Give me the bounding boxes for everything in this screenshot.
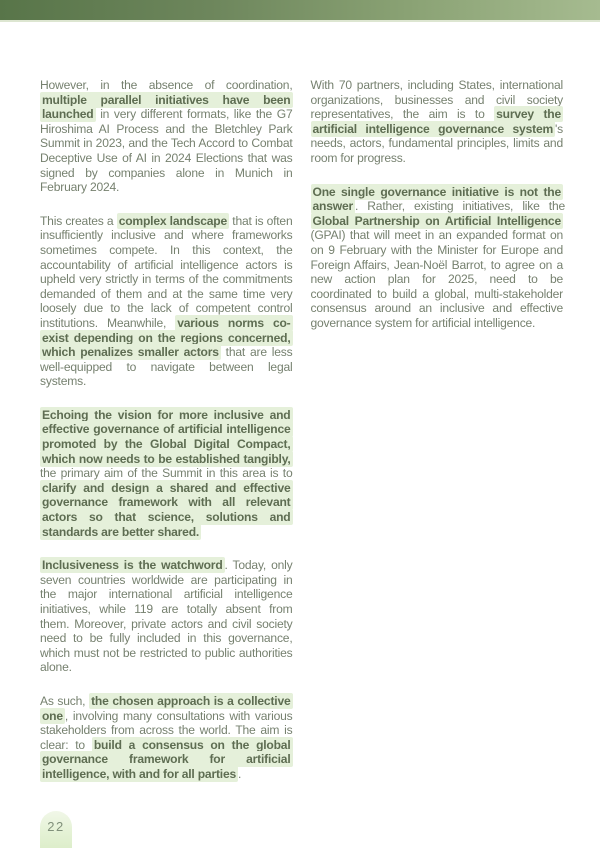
right-column	[311, 78, 564, 782]
body-text: As such,	[40, 693, 90, 708]
body-text: 's needs, actors, fundamental principles, limits and room for progress.	[310, 121, 563, 165]
highlighted-text: clarify and design a shared and effective governance framework with all relevant actors so that science, solutions and standards are better shared.	[42, 480, 291, 539]
highlighted-text: Echoing the vision for more inclusive and effective governance of artificial intelligence promoted by the Global Digital Compact, which now needs to be established tangibly,	[42, 407, 291, 466]
paragraph	[40, 214, 293, 389]
body-text: that are less well-equipped to navigate between legal systems.	[40, 345, 293, 389]
page-number: 22	[47, 819, 65, 834]
body-text: However, in the absence of coordination,	[40, 78, 293, 92]
body-text: . Rather, existing initiatives, like the	[354, 199, 565, 214]
body-text: . Today, only seven countries worldwide are participating in the major international artificial intelligence initiatives, while 119 are totally absent from them. Moreover, private actors and civil society need to be fully included in this governance, which must not be restricted to public authorities alone.	[40, 558, 293, 675]
paragraph	[40, 694, 293, 782]
page-number-badge	[40, 811, 72, 848]
body-text: (GPAI) that will meet in an expanded format on on 9 February with the Minister for Europe and Foreign Affairs, Jean-Noël Barrot, to agree on a new action plan for 2025, need to be coordinated to build a global, multi-stakeholder consensus around an inclusive and effective governance system for artificial intelligence.	[310, 228, 563, 330]
body-text: in very different formats, like the G7 Hiroshima AI Process and the Bletchley Park Summit in 2023, and the Tech Accord to Combat Deceptive Use of AI in 2024 Elections that was signed by companies alone in Munich in February 2024.	[40, 107, 293, 195]
body-text: This creates a	[40, 213, 117, 228]
highlighted-text: various norms co-exist depending on the regions concerned, which penalizes smaller actors	[42, 315, 291, 360]
highlighted-text: the chosen approach is a collective one	[42, 693, 291, 723]
left-column	[40, 78, 293, 782]
highlighted-text: One single governance initiative is not the answer	[312, 184, 561, 214]
highlighted-text: survey the artificial intelligence governance system	[312, 107, 561, 136]
paragraph	[311, 78, 564, 166]
highlighted-text: multiple parallel initiatives have been launched	[42, 92, 291, 122]
body-text: that is often insufficiently inclusive and where frameworks sometimes compete. In this context, the accountability of artificial intelligence actors is upheld very strictly in terms of the commitments demanded of them and at the same time very loosely due to the lack of competent control institutions. Meanwhile,	[40, 213, 293, 330]
body-text: , involving many consultations with various stakeholders from across the world. The aim is clear: to	[40, 708, 293, 752]
text-columns	[40, 78, 563, 782]
highlighted-text: Global Partnership on Artificial Intelligence	[312, 213, 561, 228]
body-text: the primary aim of the Summit in this area is to	[40, 466, 293, 481]
highlighted-text: complex landscape	[118, 213, 228, 228]
highlighted-text: Inclusiveness is the watchword	[42, 558, 223, 573]
body-text: With 70 partners, including States, international organizations, businesses and civil society representatives, the aim is to	[310, 78, 563, 122]
paragraph	[311, 185, 564, 331]
paragraph	[40, 78, 293, 195]
body-text: .	[238, 766, 242, 781]
paragraph	[40, 558, 293, 675]
top-gradient-bar	[0, 0, 600, 22]
paragraph	[40, 408, 293, 539]
highlighted-text: build a consensus on the global governance framework for artificial intelligence, with and for all parties	[42, 737, 291, 781]
